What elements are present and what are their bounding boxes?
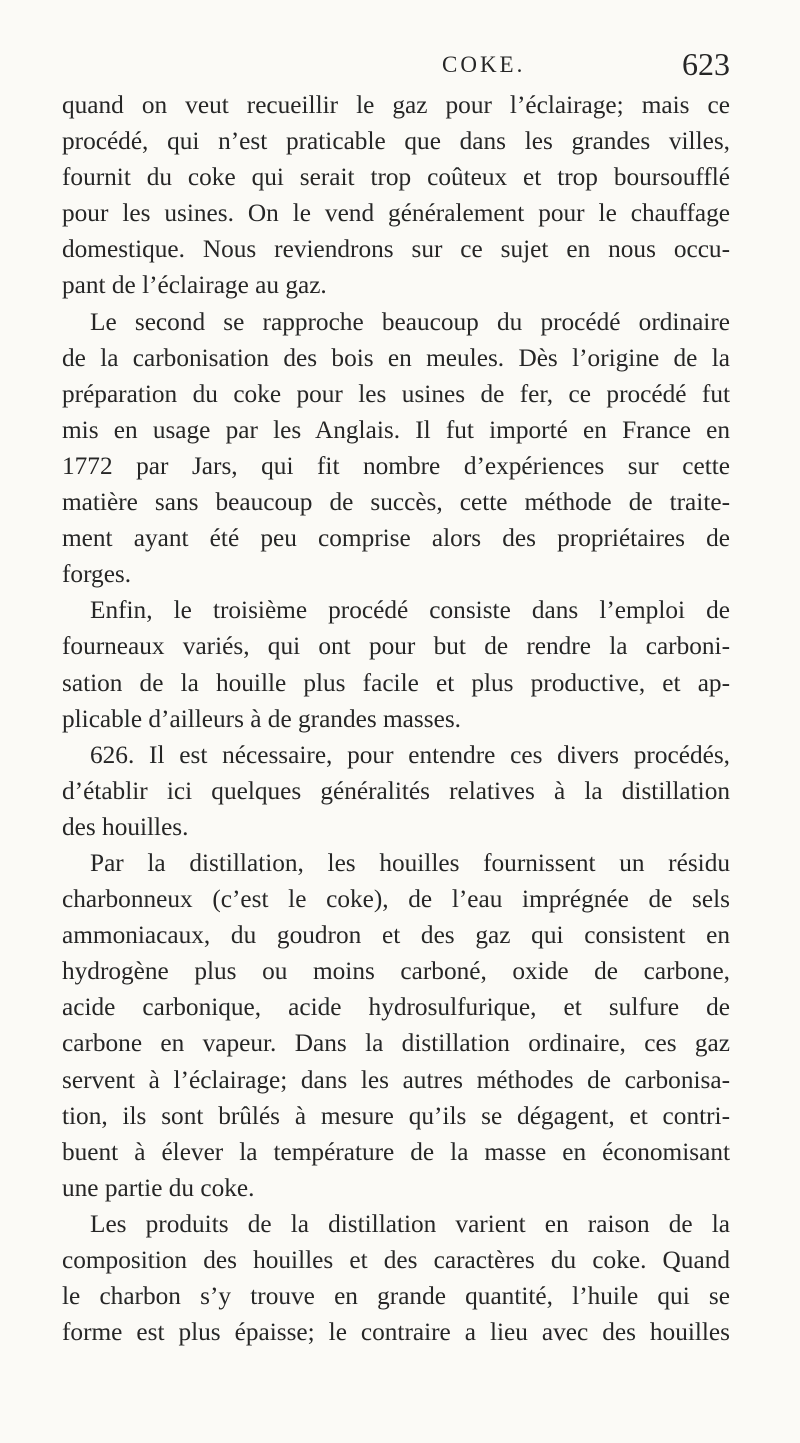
text-line: de la carbonisation des bois en meules. Dès l’origine de la	[62, 343, 730, 372]
text-line: 626. Il est nécessaire, pour entendre ces divers procédés,	[90, 740, 730, 769]
text-line: plicable d’ailleurs à de grandes masses.	[62, 704, 461, 733]
text-line: ammoniacaux, du goudron et des gaz qui consistent en	[62, 921, 730, 950]
text-line: Par la distillation, les houilles fournissent un résidu	[90, 848, 730, 877]
text-line: procédé, qui n’est praticable que dans les grandes villes,	[62, 127, 730, 156]
body-text	[62, 87, 730, 1350]
text-line: mis en usage par les Anglais. Il fut importé en France en	[62, 415, 730, 444]
text-line: des houilles.	[62, 812, 189, 841]
text-line: Le second se rapproche beaucoup du procédé ordinaire	[90, 307, 730, 336]
text-line: pant de l’éclairage au gaz.	[62, 271, 327, 300]
text-line: quand on veut recueillir le gaz pour l’éclairage; mais ce	[62, 91, 730, 119]
text-line: domestique. Nous reviendrons sur ce sujet en nous occu-	[62, 235, 730, 264]
text-line: forme est plus épaisse; le contraire a lieu avec des houilles	[62, 1318, 730, 1347]
text-line: sation de la houille plus facile et plus productive, et ap-	[62, 668, 730, 697]
running-head: COKE.	[442, 52, 526, 77]
text-line: fourneaux variés, qui ont pour but de rendre la carboni-	[62, 632, 730, 661]
text-line: d’établir ici quelques généralités relatives à la distillation	[62, 776, 730, 805]
text-line: carbone en vapeur. Dans la distillation ordinaire, ces gaz	[62, 1029, 730, 1058]
text-line: fournit du coke qui serait trop coûteux et trop boursoufflé	[62, 163, 730, 192]
text-line: matière sans beaucoup de succès, cette méthode de traite-	[62, 488, 730, 517]
text-line: ment ayant été peu comprise alors des propriétaires de	[62, 524, 730, 553]
text-line: forges.	[62, 560, 132, 589]
text-line: préparation du coke pour les usines de fer, ce procédé fut	[62, 379, 730, 408]
page-number: 623	[682, 46, 730, 82]
text-line: charbonneux (c’est le coke), de l’eau imprégnée de sels	[62, 885, 730, 914]
text-line: acide carbonique, acide hydrosulfurique, et sulfure de	[62, 993, 730, 1022]
text-line: Les produits de la distillation varient en raison de la	[90, 1209, 730, 1238]
text-line: le charbon s’y trouve en grande quantité, l’huile qui se	[62, 1282, 730, 1311]
text-line: composition des houilles et des caractères du coke. Quand	[62, 1246, 730, 1274]
text-line: tion, ils sont brûlés à mesure qu’ils se dégagent, et contri-	[62, 1101, 730, 1130]
text-line: une partie du coke.	[62, 1173, 255, 1202]
text-line: 1772 par Jars, qui fit nombre d’expériences sur cette	[62, 451, 730, 480]
text-line: Enfin, le troisième procédé consiste dans l’emploi de	[90, 596, 730, 625]
text-line: pour les usines. On le vend généralement pour le chauffage	[62, 199, 730, 228]
text-line: buent à élever la température de la masse en économisant	[62, 1137, 730, 1166]
text-line: hydrogène plus ou moins carboné, oxide de carbone,	[62, 957, 730, 986]
page-header	[60, 46, 730, 86]
text-line: servent à l’éclairage; dans les autres méthodes de carbonisa-	[62, 1065, 730, 1094]
